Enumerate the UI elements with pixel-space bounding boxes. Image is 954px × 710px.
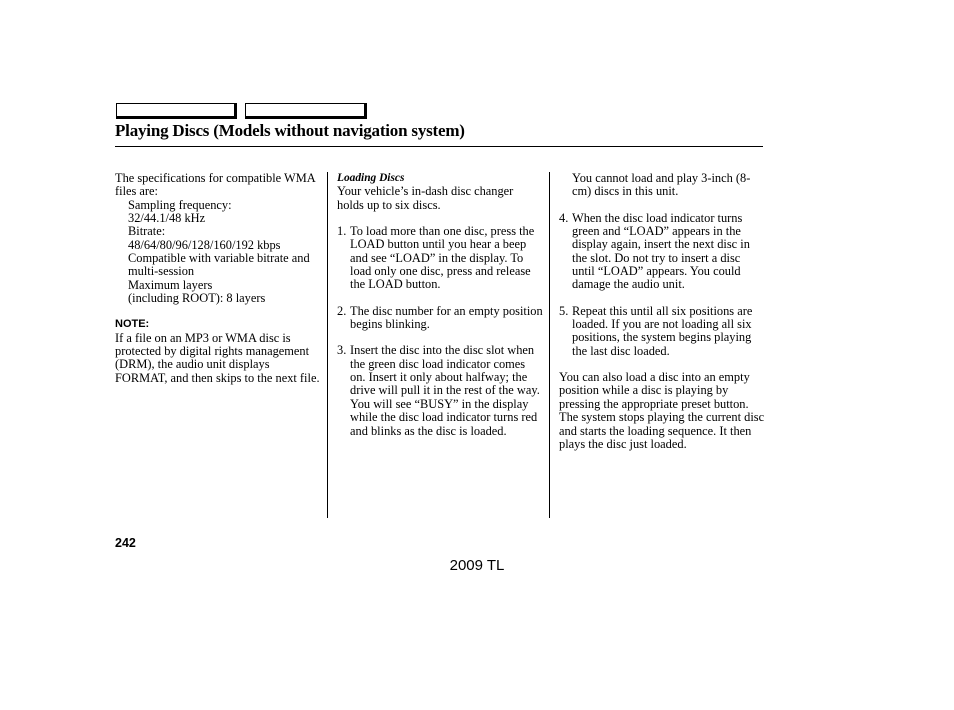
step-text: To load more than one disc, press the LOAD button until you hear a beep and see “LOAD” in the display. To load only one disc, press and release the LOAD button. [350, 224, 535, 292]
step-text: The disc number for an empty position begins blinking. [350, 303, 543, 332]
step-number: 3. [337, 343, 347, 358]
step-number: 5. [559, 303, 569, 318]
note-text: If a file on an MP3 or WMA disc is protected by digital rights management (DRM), the audio unit displays FORMAT, and then skips to the next file. [115, 330, 320, 385]
column-divider [549, 172, 550, 518]
note-label: NOTE: [115, 318, 150, 331]
step-text: Repeat this until all six positions are loaded. If you are not loading all six positions, the system begins playing the last disc loaded. [572, 303, 753, 358]
section-intro: Your vehicle’s in-dash disc changer holds up to six discs. [337, 184, 514, 212]
spec-line: Compatible with variable bitrate and multi-session [128, 251, 310, 279]
page-title: Playing Discs (Models without navigation system) [115, 121, 465, 140]
step-number: 4. [559, 210, 569, 225]
wma-intro: The specifications for compatible WMA files are: [115, 171, 316, 199]
step-number: 2. [337, 303, 347, 318]
spec-line: 32/44.1/48 kHz [128, 211, 206, 226]
spec-line: Maximum layers [128, 277, 213, 292]
column-divider [327, 172, 328, 518]
nav-button-previous[interactable] [116, 103, 237, 119]
column-middle [337, 172, 543, 438]
step-continuation: You cannot load and play 3-inch (8-cm) discs in this unit. [572, 171, 751, 199]
step-number: 1. [337, 224, 347, 239]
list-item [337, 305, 543, 332]
spec-line: Sampling frequency: [128, 197, 232, 212]
list-item [337, 344, 543, 437]
title-rule [115, 146, 763, 147]
list-item [559, 212, 765, 292]
list-item [559, 305, 765, 358]
closing-paragraph: You can also load a disc into an empty position while a disc is playing by pressing the appropriate preset button. The system stops playing the current disc and starts the loading sequence. It then plays the disc just loaded. [559, 370, 765, 451]
spec-line: Bitrate: [128, 224, 166, 239]
step-text: Insert the disc into the disc slot when the green disc load indicator comes on. Insert it only about halfway; the drive will pull it in the rest of the way. You will see “BUSY” in the display while the disc load indicator turns red and blinks as the disc is loaded. [350, 343, 540, 438]
spec-line: (including ROOT): 8 layers [128, 291, 266, 306]
section-subheading: Loading Discs [337, 172, 405, 184]
list-item [337, 225, 543, 292]
nav-button-next[interactable] [245, 103, 367, 119]
model-footer: 2009 TL [449, 557, 505, 574]
page-number: 242 [115, 536, 136, 550]
step-text: When the disc load indicator turns green and “LOAD” appears in the display again, insert the next disc in the slot. Do not try to insert a disc until “LOAD” appears. You could damage the audio unit. [572, 210, 750, 292]
spec-line: 48/64/80/96/128/160/192 kbps [128, 237, 281, 252]
column-left [115, 172, 321, 385]
column-right [559, 172, 765, 451]
